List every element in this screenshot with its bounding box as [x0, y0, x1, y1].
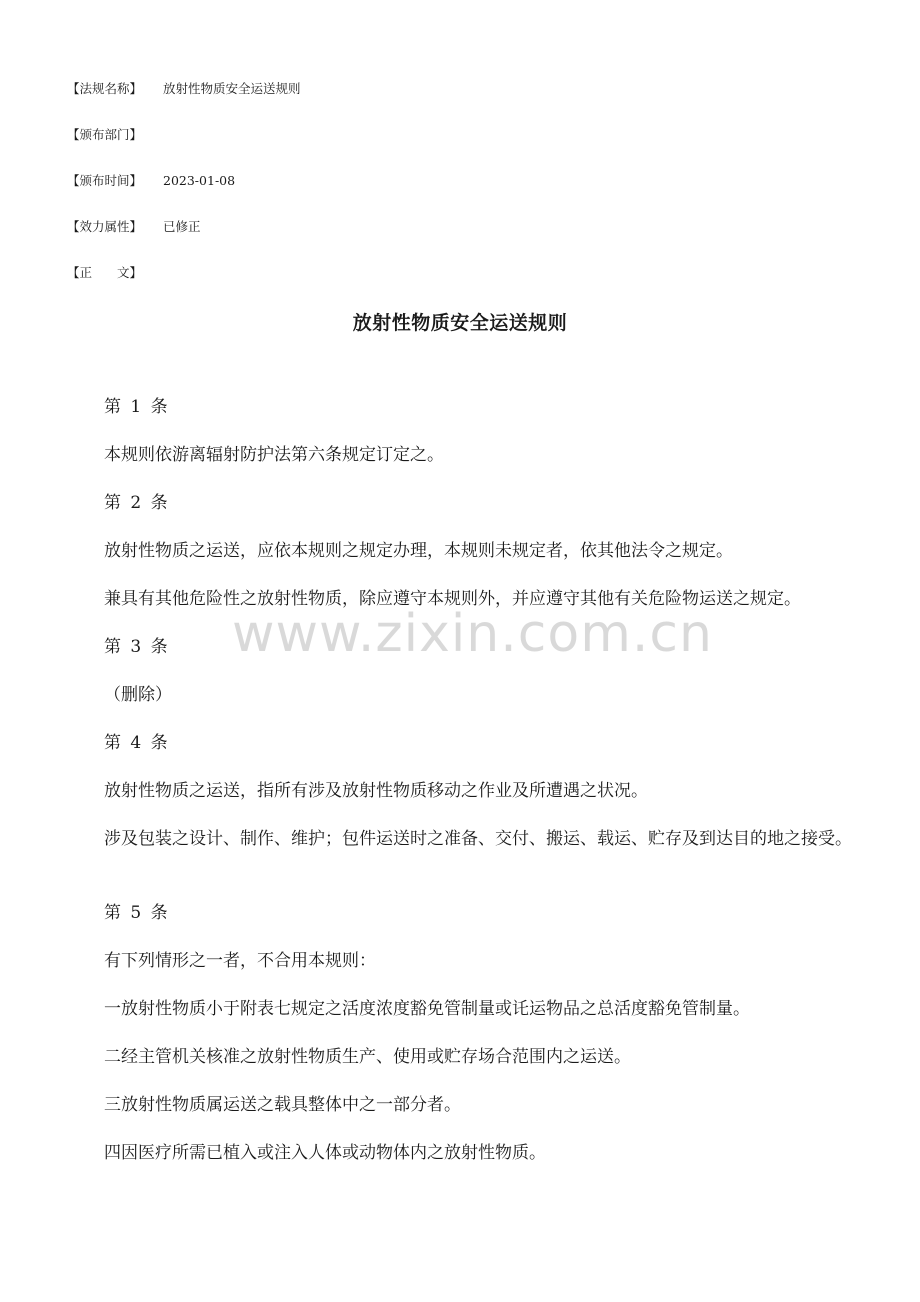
article-heading-4: 第 4 条 [104, 733, 170, 753]
meta-label-date: 【颁布时间】 [67, 173, 143, 188]
article-heading-2: 第 2 条 [104, 493, 170, 513]
meta-row-dept [67, 127, 163, 143]
article-paragraph: 涉及包装之设计、制作、维护；包件运送时之准备、交付、搬运、载运、贮存及到达目的地之接受。 [104, 829, 852, 849]
meta-label-status: 【效力属性】 [67, 219, 143, 234]
meta-row-body [67, 265, 163, 281]
article-paragraph: 有下列情形之一者，不合用本规则： [104, 951, 376, 971]
meta-value-name: 放射性物质安全运送规则 [163, 81, 301, 96]
document-title: 放射性物质安全运送规则 [352, 312, 568, 334]
meta-label-body: 【正 文】 [67, 265, 143, 280]
article-paragraph: 兼具有其他危险性之放射性物质，除应遵守本规则外，并应遵守其他有关危险物运送之规定。 [104, 589, 801, 609]
article-paragraph: 放射性物质之运送，应依本规则之规定办理，本规则未规定者，依其他法令之规定。 [104, 541, 733, 561]
article-paragraph: 本规则依游离辐射防护法第六条规定订定之。 [104, 445, 444, 465]
meta-row-name [67, 81, 301, 97]
article-paragraph: 放射性物质之运送，指所有涉及放射性物质移动之作业及所遭遇之状况。 [104, 781, 648, 801]
meta-row-status [67, 219, 201, 235]
article-heading-1: 第 1 条 [104, 397, 170, 417]
watermark-text: www.zixin.com.cn [232, 604, 713, 664]
article-paragraph: 二经主管机关核准之放射性物质生产、使用或贮存场合范围内之运送。 [104, 1047, 631, 1067]
meta-value-date: 2023-01-08 [163, 173, 236, 188]
article-paragraph: 一放射性物质小于附表七规定之活度浓度豁免管制量或讬运物品之总活度豁免管制量。 [104, 999, 750, 1019]
article-heading-5: 第 5 条 [104, 903, 170, 923]
article-paragraph: 三放射性物质属运送之载具整体中之一部分者。 [104, 1095, 461, 1115]
meta-value-status: 已修正 [163, 219, 201, 234]
article-heading-3: 第 3 条 [104, 637, 170, 657]
meta-label-dept: 【颁布部门】 [67, 127, 143, 142]
article-paragraph: （删除） [104, 685, 172, 705]
meta-row-date [67, 173, 235, 189]
article-paragraph: 四因医疗所需已植入或注入人体或动物体内之放射性物质。 [104, 1143, 546, 1163]
meta-label-name: 【法规名称】 [67, 81, 143, 96]
